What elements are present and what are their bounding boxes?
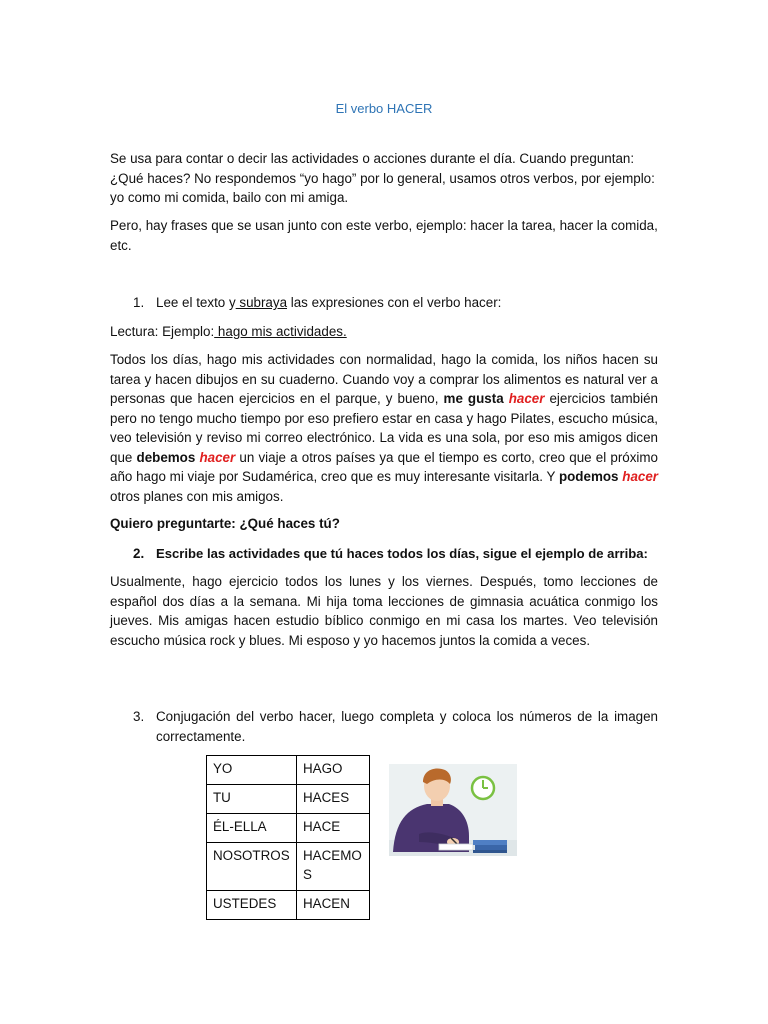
verb-form-cell: HACEN	[297, 891, 370, 920]
reading-emphasis-2: hacer	[199, 449, 236, 465]
table-row	[207, 843, 370, 891]
table-row	[207, 814, 370, 843]
instruction-1	[156, 293, 658, 313]
table-row	[207, 785, 370, 814]
intro-paragraph-1: Se usa para contar o decir las actividades o acciones durante el día. Cuando preguntan: ¿Qué haces? No respondemos “yo hago” por lo general, usamos otros verbos, por ejemplo: yo como mi comida, bailo con mi amiga.	[110, 151, 655, 205]
pronoun-cell: YO	[207, 756, 297, 785]
page-title: El verbo HACER	[335, 101, 433, 116]
table-row	[207, 891, 370, 920]
reading-emphasis-1: hacer	[508, 391, 545, 406]
lectura-example: hago mis actividades.	[214, 324, 347, 339]
reading-paragraph	[110, 350, 658, 506]
intro-paragraph-2: Pero, hay frases que se usan junto con este verbo, ejemplo: hacer la tarea, hacer la comida, etc.	[110, 218, 658, 253]
answer-paragraph: Usualmente, hago ejercicio todos los lunes y los viernes. Después, tomo lecciones de español dos días a la semana. Mi hija toma lecciones de gimnasia acuática conmigo los jueves. Mis amigas hacen estudio bíblico conmigo en mi casa los martes. Veo televisión escucho música rock y blues. Mi esposo y yo hacemos juntos la comida a veces.	[110, 574, 658, 648]
lectura-line	[110, 322, 658, 342]
reading-segment-1: Todos los días, hago mis actividades con normalidad, hago la comida, los niños hacen su tarea y hacen dibujos en su cuaderno. Cuando voy a comprar los alimentos es natural ver a personas que hacen ejercicios en el parque, y bueno,	[110, 352, 658, 406]
reading-bold-3: podemos	[558, 469, 619, 484]
reading-bold-2: debemos	[136, 449, 196, 465]
reading-bold-1: me gusta	[443, 391, 504, 406]
conjugation-table	[206, 755, 370, 920]
instruction-2: Escribe las actividades que tú haces todos los días, sigue el ejemplo de arriba:	[156, 546, 648, 561]
reading-segment-4: otros planes con mis amigos.	[110, 488, 284, 504]
reading-emphasis-3: hacer	[622, 469, 658, 484]
reading-segment-3: un viaje a otros países ya que el tiempo es corto, creo que el próximo año hago mi viaje por Sudamérica, creo que es muy interesante visitarla. Y	[110, 449, 658, 484]
pronoun-cell: NOSOTROS	[207, 843, 297, 891]
person-studying-clock-icon	[389, 764, 517, 856]
reading-segment-2: ejercicios también pero no tengo mucho tiempo por eso prefiero estar en casa y hago Pilates, escucho música, veo televisión y reviso mi correo electrónico. La vida es una sola, por eso mis amigos dicen que	[110, 391, 658, 465]
question-line: Quiero preguntarte: ¿Qué haces tú?	[110, 516, 340, 531]
pronoun-cell: ÉL-ELLA	[207, 814, 297, 843]
list-marker-1: 1.	[133, 295, 145, 310]
verb-form-cell: HACE	[297, 814, 370, 843]
lectura-label: Lectura: Ejemplo:	[110, 324, 215, 339]
pronoun-cell: TU	[207, 785, 297, 814]
instruction-1-underlined: subraya	[235, 295, 288, 310]
verb-form-cell: HAGO	[297, 756, 370, 785]
pronoun-cell: USTEDES	[207, 891, 297, 920]
verb-form-cell: HACEMOS	[297, 843, 370, 891]
list-marker-2: 2.	[133, 546, 145, 561]
list-marker-3: 3.	[133, 709, 145, 724]
instruction-3: Conjugación del verbo hacer, luego completa y coloca los números de la imagen correctamente.	[156, 709, 658, 744]
verb-form-cell: HACES	[297, 785, 370, 814]
table-row	[207, 756, 370, 785]
instruction-1-text-a: Lee el texto y	[156, 295, 236, 310]
instruction-1-text-c: las expresiones con el verbo hacer:	[287, 295, 502, 310]
